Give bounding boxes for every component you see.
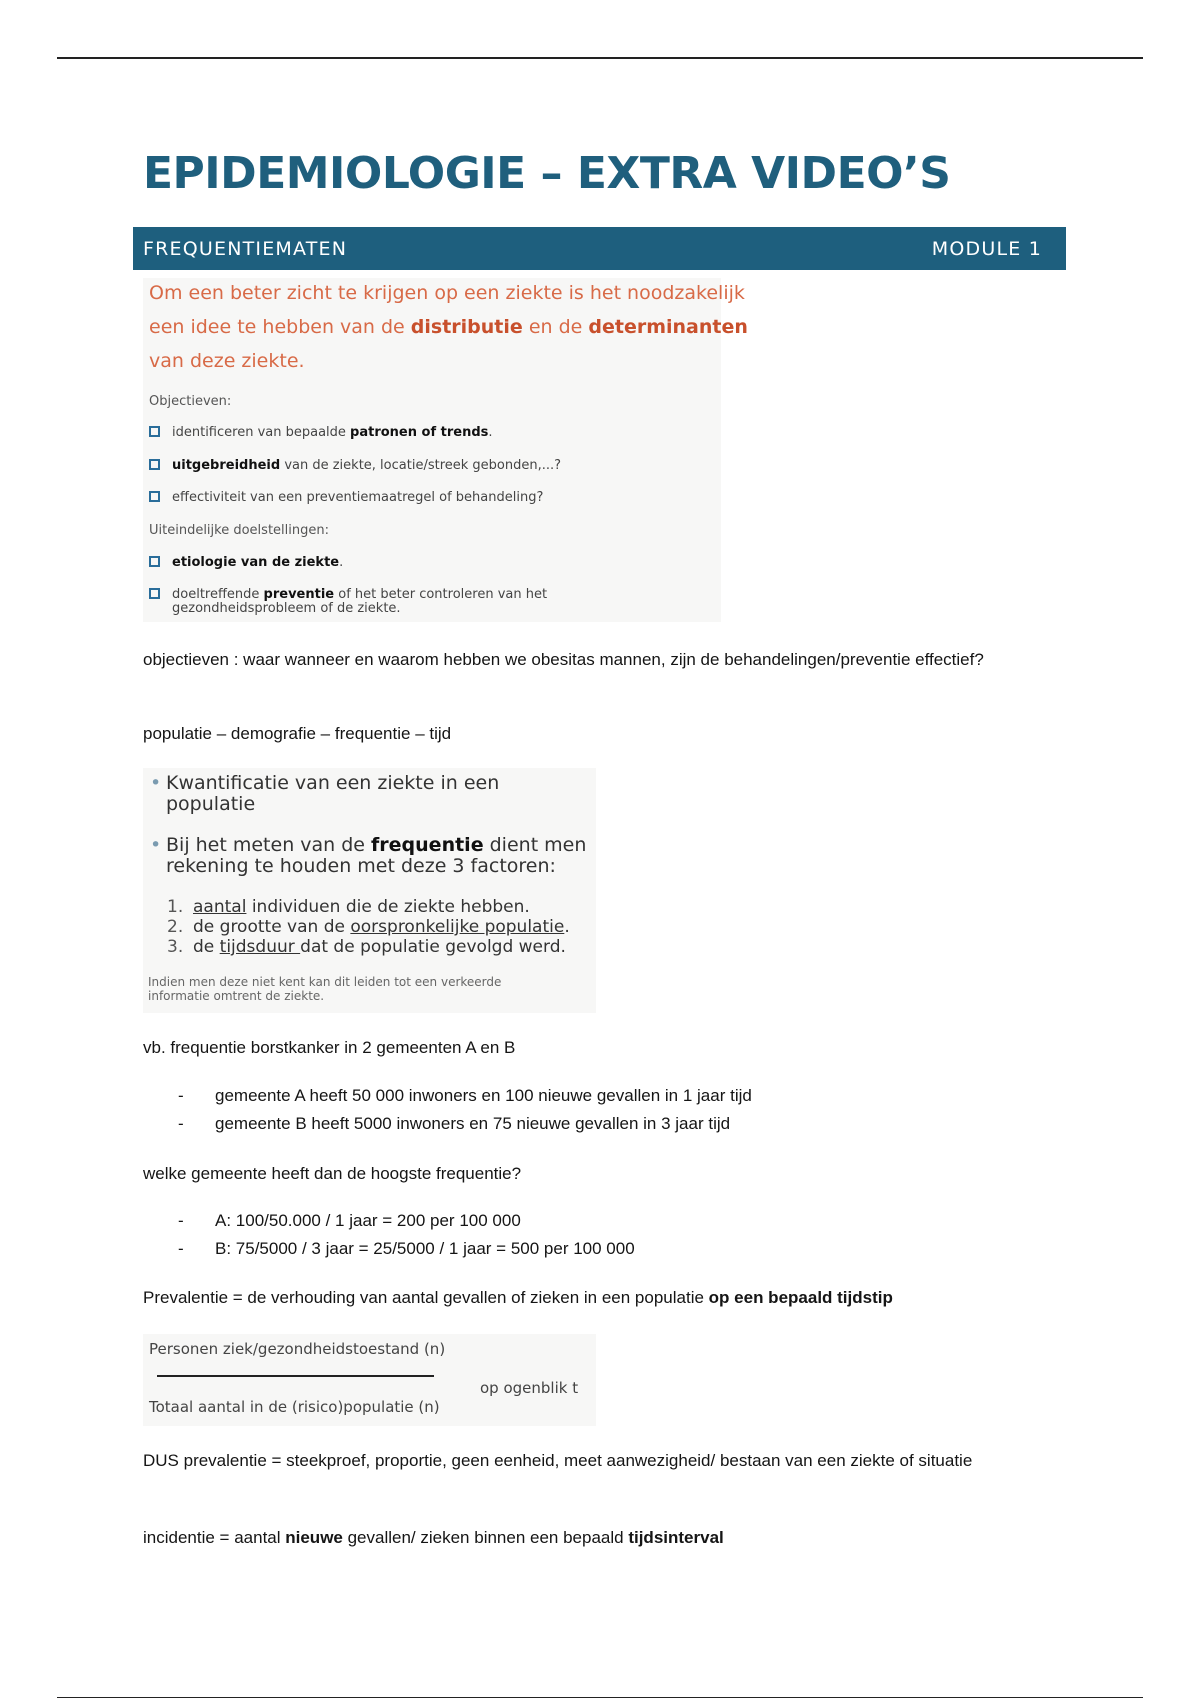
section-banner <box>133 227 1066 270</box>
square-bullet-icon <box>149 588 160 599</box>
square-bullet-icon <box>149 556 160 567</box>
emphasis-distributie: distributie <box>410 316 523 338</box>
goals-heading: Uiteindelijke doelstellingen: <box>149 523 329 538</box>
numbered-item: 2. de grootte van de oorspronkelijke populatie. <box>167 917 570 937</box>
paragraph-prevalence-summary: DUS prevalentie = steekproef, proportie, geen eenheid, meet aanwezigheid/ bestaan van een ziekte of situatie <box>143 1451 973 1470</box>
formula-denominator: Totaal aantal in de (risico)populatie (n) <box>149 1398 440 1416</box>
list-item: - gemeente A heeft 50 000 inwoners en 100 nieuwe gevallen in 1 jaar tijd <box>178 1086 752 1105</box>
square-bullet-icon <box>149 459 160 470</box>
top-rule <box>57 57 1143 59</box>
slide-intro-line: Om een beter zicht te krijgen op een ziekte is het noodzakelijk <box>149 282 745 304</box>
paragraph-incidence: incidentie = aantal nieuwe gevallen/ zieken binnen een bepaald tijdsinterval <box>143 1528 724 1547</box>
fraction-bar <box>157 1375 434 1377</box>
slide-intro-line: van deze ziekte. <box>149 350 305 372</box>
paragraph-question: welke gemeente heeft dan de hoogste frequentie? <box>143 1164 522 1183</box>
list-item: - B: 75/5000 / 3 jaar = 25/5000 / 1 jaar = 500 per 100 000 <box>178 1239 635 1258</box>
slide-bullet: • Bij het meten van de frequentie dient men rekening te houden met deze 3 factoren: <box>150 834 587 877</box>
paragraph-objectives: objectieven : waar wanneer en waarom hebben we obesitas mannen, zijn de behandelingen/preventie effectief? <box>143 650 984 669</box>
numbered-item: 1. aantal individuen die de ziekte hebben. <box>167 897 530 917</box>
list-item: - gemeente B heeft 5000 inwoners en 75 nieuwe gevallen in 3 jaar tijd <box>178 1114 731 1133</box>
list-item: - A: 100/50.000 / 1 jaar = 200 per 100 000 <box>178 1211 521 1230</box>
paragraph-prevalence: Prevalentie = de verhouding van aantal gevallen of zieken in een populatie op een bepaald tijdstip <box>143 1288 893 1307</box>
prevalence-formula <box>143 1334 596 1426</box>
slide-footnote: Indien men deze niet kent kan dit leiden tot een verkeerde informatie omtrent de ziekte. <box>148 975 502 1003</box>
slide-quantification <box>143 768 596 1013</box>
module-label: MODULE 1 <box>931 237 1042 260</box>
section-title: FREQUENTIEMATEN <box>143 237 348 260</box>
slide-intro-line: een idee te hebben van de distributie en de determinanten <box>149 316 748 338</box>
slide-bullet: doeltreffende preventie of het beter controleren van het gezondheidsprobleem of de ziekte. <box>149 588 547 616</box>
bottom-rule <box>57 1697 1143 1698</box>
page-title: EPIDEMIOLOGIE – EXTRA VIDEO’S <box>143 148 951 199</box>
formula-time-label: op ogenblik t <box>480 1379 579 1397</box>
numbered-item: 3. de tijdsduur dat de populatie gevolgd werd. <box>167 937 566 957</box>
slide-objectives <box>143 278 748 622</box>
slide-bullet: identificeren van bepaalde patronen of trends. <box>149 426 493 442</box>
square-bullet-icon <box>149 491 160 502</box>
paragraph-keywords: populatie – demografie – frequentie – tijd <box>143 724 452 743</box>
slide-bullet: etiologie van de ziekte. <box>149 556 343 572</box>
slide-bullet: • Kwantificatie van een ziekte in een populatie <box>150 772 500 815</box>
emphasis-determinanten: determinanten <box>588 316 748 338</box>
square-bullet-icon <box>149 426 160 437</box>
paragraph-example: vb. frequentie borstkanker in 2 gemeenten A en B <box>143 1038 516 1057</box>
objectives-heading: Objectieven: <box>149 394 232 409</box>
slide-bullet: effectiviteit van een preventiemaatregel of behandeling? <box>149 491 543 507</box>
slide-bullet: uitgebreidheid van de ziekte, locatie/streek gebonden,...? <box>149 459 561 475</box>
formula-numerator: Personen ziek/gezondheidstoestand (n) <box>149 1340 446 1358</box>
